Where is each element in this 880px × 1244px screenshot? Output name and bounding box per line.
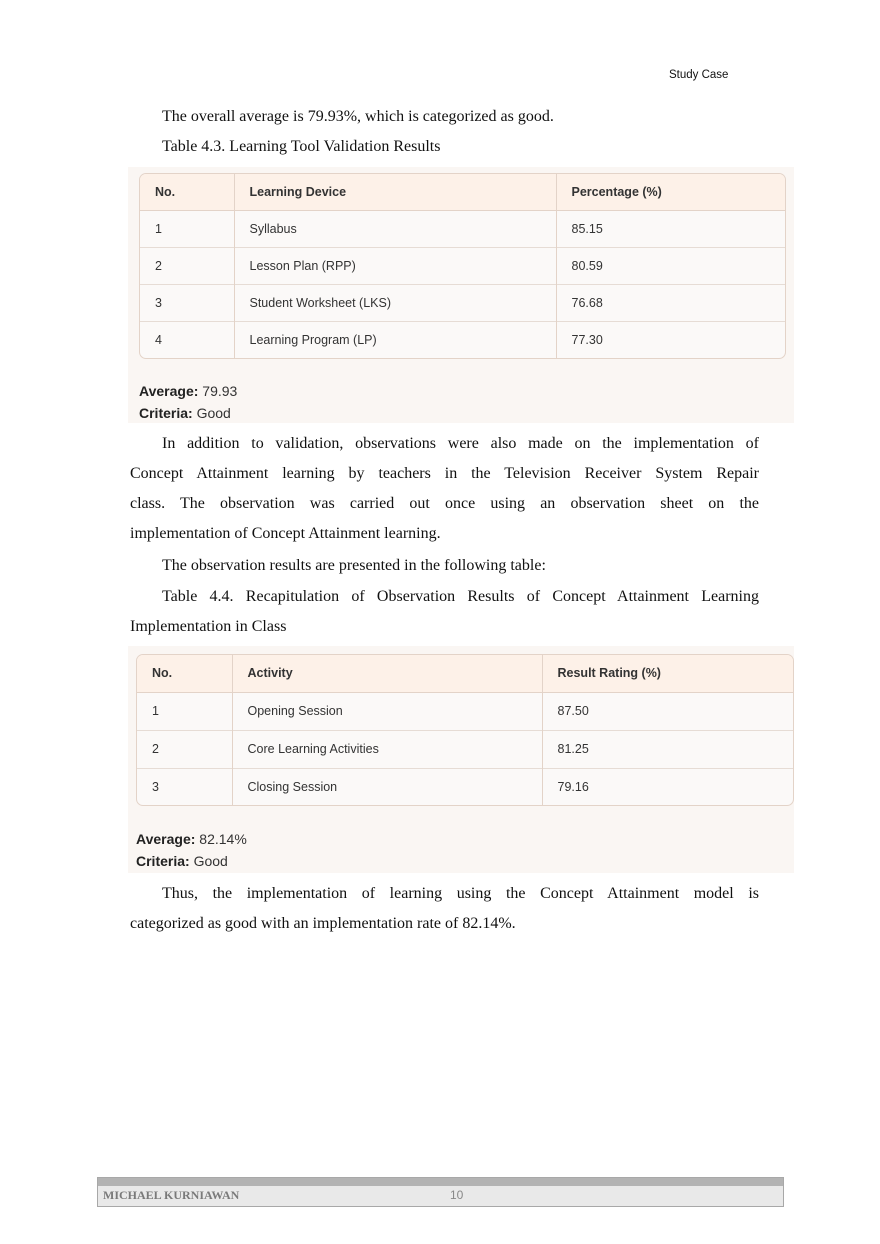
- table-4-3-image: [128, 167, 794, 423]
- table-row: [140, 247, 785, 284]
- column-header: No.: [137, 655, 232, 692]
- cell-device: Learning Program (LP): [234, 322, 556, 358]
- cell-no: 1: [140, 210, 234, 247]
- criteria-label: Criteria:: [139, 405, 193, 421]
- cell-no: 2: [140, 247, 234, 284]
- caption-line: Table 4.4. Recapitulation of Observation Results of Concept Attainment Learning: [162, 588, 759, 605]
- criteria-value: Good: [193, 853, 228, 869]
- cell-device: Syllabus: [234, 210, 556, 247]
- average-label: Average:: [139, 383, 199, 399]
- column-header: Learning Device: [234, 174, 556, 210]
- paragraph-observations: [130, 429, 759, 549]
- table-4-4-image: [128, 646, 794, 873]
- average-value: 82.14%: [199, 831, 247, 847]
- column-header: Result Rating (%): [542, 655, 793, 692]
- paragraph-line: class. The observation was carried out once using an observation sheet on the: [130, 495, 759, 512]
- paragraph-line: Concept Attainment learning by teachers in the Television Receiver System Repair: [130, 465, 759, 482]
- table-row: [140, 322, 785, 358]
- table-header-row: [140, 174, 785, 210]
- table-4-4: [136, 654, 794, 806]
- cell-activity: Closing Session: [232, 768, 542, 805]
- cell-device: Lesson Plan (RPP): [234, 247, 556, 284]
- criteria-label: Criteria:: [136, 853, 190, 869]
- table-row: [137, 692, 793, 730]
- footer-bar: [98, 1178, 783, 1186]
- cell-device: Student Worksheet (LKS): [234, 285, 556, 322]
- column-header: No.: [140, 174, 234, 210]
- column-header: Activity: [232, 655, 542, 692]
- paragraph-line: implementation of Concept Attainment learning.: [130, 525, 441, 542]
- table-row: [137, 730, 793, 768]
- table-4-3: [139, 173, 786, 359]
- table-row: [140, 210, 785, 247]
- caption-line: Implementation in Class: [130, 618, 287, 635]
- table-header-row: [137, 655, 793, 692]
- paragraph-line: In addition to validation, observations were also made on the implementation of: [162, 435, 759, 452]
- cell-no: 3: [140, 285, 234, 322]
- cell-percentage: 76.68: [556, 285, 785, 322]
- cell-no: 2: [137, 730, 232, 768]
- cell-percentage: 77.30: [556, 322, 785, 358]
- paragraph-results-intro: The observation results are presented in the following table:: [162, 557, 546, 574]
- cell-rating: 87.50: [542, 692, 793, 730]
- running-header: Study Case: [669, 69, 729, 81]
- table-4-3-summary: [139, 380, 237, 424]
- page-footer: [97, 1177, 784, 1207]
- column-header: Percentage (%): [556, 174, 785, 210]
- table-4-4-caption: [130, 582, 759, 642]
- cell-rating: 79.16: [542, 768, 793, 805]
- paragraph-conclusion: [130, 879, 759, 939]
- footer-author: MICHAEL KURNIAWAN: [103, 1188, 240, 1202]
- paragraph-line: categorized as good with an implementation rate of 82.14%.: [130, 915, 516, 932]
- table-row: [137, 768, 793, 805]
- cell-rating: 81.25: [542, 730, 793, 768]
- table-4-3-caption: Table 4.3. Learning Tool Validation Results: [162, 138, 441, 155]
- cell-no: 4: [140, 322, 234, 358]
- cell-percentage: 80.59: [556, 247, 785, 284]
- criteria-value: Good: [196, 405, 231, 421]
- cell-activity: Opening Session: [232, 692, 542, 730]
- table-4-4-summary: [136, 828, 247, 872]
- average-label: Average:: [136, 831, 196, 847]
- table-row: [140, 285, 785, 322]
- page-number: 10: [450, 1188, 464, 1202]
- cell-percentage: 85.15: [556, 210, 785, 247]
- average-value: 79.93: [202, 383, 238, 399]
- paragraph-overall-average: The overall average is 79.93%, which is categorized as good.: [162, 108, 554, 125]
- cell-no: 1: [137, 692, 232, 730]
- paragraph-line: Thus, the implementation of learning using the Concept Attainment model is: [162, 885, 759, 902]
- cell-no: 3: [137, 768, 232, 805]
- cell-activity: Core Learning Activities: [232, 730, 542, 768]
